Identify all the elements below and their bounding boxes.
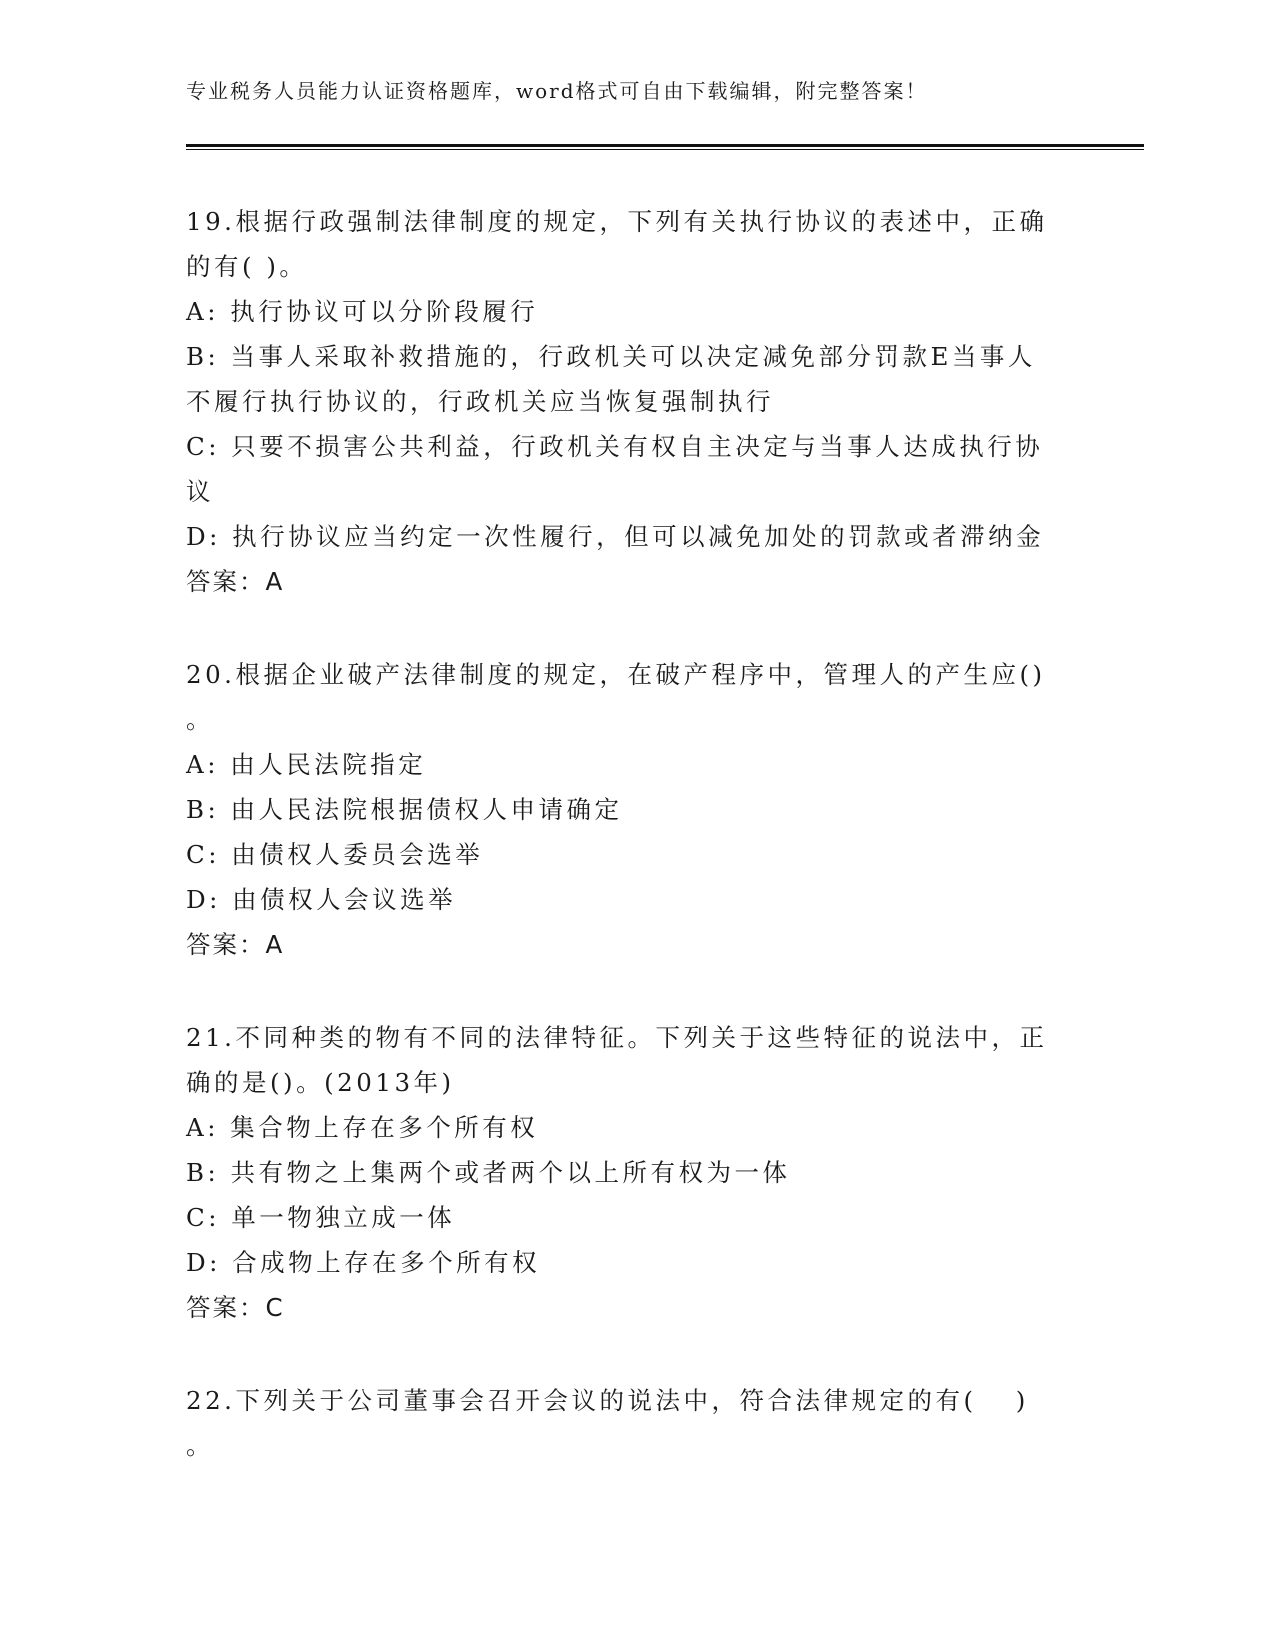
question-21	[186, 1015, 1066, 1330]
answer-line: 答案：A	[186, 567, 285, 596]
answer-line: 答案：A	[186, 930, 285, 959]
option-c: C: 单一物独立成一体	[186, 1203, 456, 1232]
option-a: A: 执行协议可以分阶段履行	[186, 297, 539, 326]
question-stem: 。	[186, 705, 214, 734]
option-b: B: 由人民法院根据债权人申请确定	[186, 795, 623, 824]
option-b: B: 共有物之上集两个或者两个以上所有权为一体	[186, 1158, 791, 1187]
question-stem: 的有( )。	[186, 252, 308, 281]
question-stem: 22.下列关于公司董事会召开会议的说法中，符合法律规定的有( )	[186, 1386, 1029, 1415]
option-d: D: 合成物上存在多个所有权	[186, 1248, 541, 1277]
question-list	[186, 199, 1066, 1468]
option-a: A: 集合物上存在多个所有权	[186, 1113, 539, 1142]
question-22	[186, 1378, 1066, 1468]
page-header: 专业税务人员能力认证资格题库，word格式可自由下载编辑，附完整答案！	[186, 79, 928, 103]
header-divider	[186, 144, 1144, 150]
option-c: C: 由债权人委员会选举	[186, 840, 484, 869]
question-19	[186, 199, 1066, 604]
question-stem: 。	[186, 1431, 214, 1460]
option-c: C: 只要不损害公共利益，行政机关有权自主决定与当事人达成执行协	[186, 432, 1044, 461]
option-d: D: 执行协议应当约定一次性履行，但可以减免加处的罚款或者滞纳金	[186, 522, 1045, 551]
option-d: D: 由债权人会议选举	[186, 885, 457, 914]
question-stem: 19.根据行政强制法律制度的规定，下列有关执行协议的表述中，正确	[186, 207, 1048, 236]
question-spacer	[186, 1330, 1066, 1378]
question-spacer	[186, 967, 1066, 1015]
question-stem: 20.根据企业破产法律制度的规定，在破产程序中，管理人的产生应()	[186, 660, 1046, 689]
question-spacer	[186, 604, 1066, 652]
option-a: A: 由人民法院指定	[186, 750, 427, 779]
option-b: B: 当事人采取补救措施的，行政机关可以决定减免部分罚款E当事人	[186, 342, 1036, 371]
question-20	[186, 652, 1066, 967]
option-c-continued: 议	[186, 477, 214, 506]
option-b-continued: 不履行执行协议的，行政机关应当恢复强制执行	[186, 387, 774, 416]
question-stem: 21.不同种类的物有不同的法律特征。下列关于这些特征的说法中，正	[186, 1023, 1048, 1052]
question-stem: 确的是()。(2013年)	[186, 1068, 455, 1097]
answer-line: 答案：C	[186, 1293, 285, 1322]
